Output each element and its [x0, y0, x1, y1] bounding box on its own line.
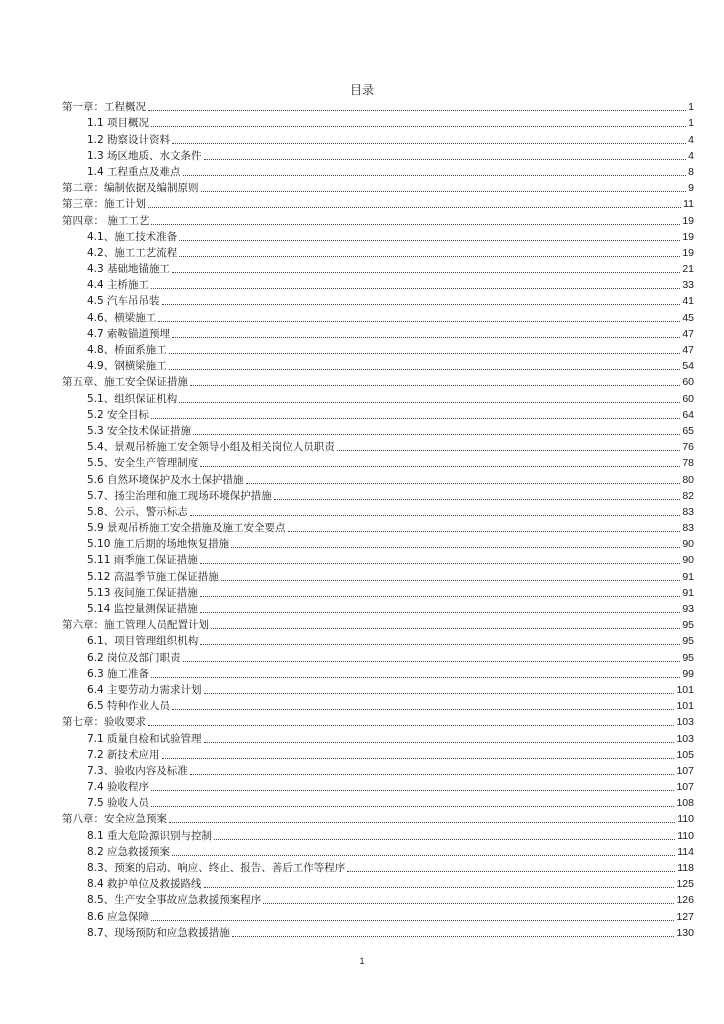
dot-leader — [172, 855, 675, 856]
dot-leader — [172, 337, 680, 338]
toc-section-entry[interactable] — [62, 567, 694, 583]
toc-entry-page: 110 — [677, 829, 694, 842]
toc-entry-page: 127 — [676, 910, 694, 923]
dot-leader — [162, 304, 681, 305]
toc-entry-page: 60 — [682, 376, 694, 389]
table-of-contents — [62, 98, 694, 940]
toc-entry-label: 5.6 自然环境保护及水土保护措施 — [87, 473, 244, 486]
toc-entry-page: 95 — [682, 619, 694, 632]
dot-leader — [347, 871, 675, 872]
toc-entry-label: 4.6、横梁施工 — [87, 311, 157, 324]
dot-leader — [204, 159, 687, 160]
toc-entry-label: 1.2 勘察设计资料 — [87, 133, 171, 146]
toc-section-entry[interactable] — [62, 907, 694, 923]
toc-entry-page: 110 — [677, 813, 694, 826]
dot-leader — [190, 515, 681, 516]
toc-entry-page: 101 — [676, 700, 694, 713]
dot-leader — [151, 806, 674, 807]
dot-leader — [200, 596, 681, 597]
dot-leader — [200, 644, 680, 645]
toc-chapter-entry[interactable] — [62, 810, 694, 826]
dot-leader — [148, 725, 674, 726]
dot-leader — [169, 353, 681, 354]
toc-entry-label: 第一章：工程概况 — [62, 101, 146, 114]
toc-entry-page: 4 — [688, 149, 694, 162]
dot-leader — [337, 450, 681, 451]
dot-leader — [151, 126, 686, 127]
toc-section-entry[interactable] — [62, 114, 694, 130]
toc-entry-page: 101 — [676, 683, 694, 696]
toc-entry-page: 33 — [682, 279, 694, 292]
toc-entry-page: 76 — [682, 441, 694, 454]
dot-leader — [151, 418, 680, 419]
toc-entry-label: 7.5 验收人员 — [87, 797, 150, 810]
dot-leader — [169, 822, 675, 823]
toc-chapter-entry[interactable] — [62, 211, 694, 227]
toc-entry-label: 7.2 新技术应用 — [87, 748, 160, 761]
toc-section-entry[interactable] — [62, 891, 694, 907]
toc-section-entry[interactable] — [62, 729, 694, 745]
toc-entry-page: 60 — [682, 392, 694, 405]
toc-entry-page: 19 — [682, 214, 694, 227]
toc-section-entry[interactable] — [62, 276, 694, 292]
toc-entry-label: 8.1 重大危险源识别与控制 — [87, 829, 213, 842]
toc-entry-label: 4.4 主桥施工 — [87, 279, 150, 292]
toc-section-entry[interactable] — [62, 260, 694, 276]
toc-entry-page: 54 — [682, 360, 694, 373]
toc-entry-label: 5.1、组织保证机构 — [87, 392, 178, 405]
toc-section-entry[interactable] — [62, 406, 694, 422]
toc-entry-page: 9 — [688, 182, 694, 195]
toc-entry-page: 4 — [688, 133, 694, 146]
dot-leader — [151, 920, 674, 921]
dot-leader — [179, 256, 680, 257]
toc-entry-page: 95 — [682, 651, 694, 664]
toc-entry-label: 4.5 汽车吊吊装 — [87, 295, 160, 308]
toc-section-entry[interactable] — [62, 859, 694, 875]
toc-entry-label: 6.3 施工准备 — [87, 667, 150, 680]
dot-leader — [151, 677, 680, 678]
toc-section-entry[interactable] — [62, 308, 694, 324]
toc-section-entry[interactable] — [62, 632, 694, 648]
dot-leader — [214, 839, 675, 840]
toc-entry-label: 8.2 应急救援预案 — [87, 845, 171, 858]
dot-leader — [231, 547, 680, 548]
toc-entry-page: 130 — [676, 926, 694, 939]
dot-leader — [204, 693, 675, 694]
toc-entry-page: 105 — [676, 748, 694, 761]
toc-section-entry[interactable] — [62, 551, 694, 567]
dot-leader — [151, 790, 674, 791]
toc-entry-page: 118 — [677, 862, 694, 874]
dot-leader — [288, 531, 681, 532]
toc-section-entry[interactable] — [62, 341, 694, 357]
toc-entry-label: 第七章：验收要求 — [62, 716, 146, 729]
dot-leader — [274, 499, 681, 500]
dot-leader — [183, 661, 681, 662]
dot-leader — [162, 758, 675, 759]
toc-entry-page: 1 — [688, 101, 694, 114]
dot-leader — [200, 466, 680, 467]
toc-entry-label: 1.4 工程重点及难点 — [87, 165, 181, 178]
toc-entry-page: 125 — [676, 878, 694, 891]
toc-entry-label: 第五章、施工安全保证措施 — [62, 376, 188, 389]
dot-leader — [148, 110, 686, 111]
toc-chapter-entry[interactable] — [62, 373, 694, 389]
dot-leader — [172, 709, 674, 710]
toc-section-entry[interactable] — [62, 875, 694, 891]
toc-entry-label: 7.4 验收程序 — [87, 781, 150, 794]
toc-section-entry[interactable] — [62, 924, 694, 940]
dot-leader — [158, 321, 680, 322]
dot-leader — [221, 580, 681, 581]
dot-leader — [211, 628, 680, 629]
toc-section-entry[interactable] — [62, 600, 694, 616]
toc-entry-page: 47 — [682, 327, 694, 340]
toc-entry-label: 5.2 安全目标 — [87, 408, 150, 421]
toc-entry-label: 4.1、施工技术准备 — [87, 230, 178, 243]
toc-entry-page: 91 — [682, 570, 694, 583]
toc-section-entry[interactable] — [62, 826, 694, 842]
toc-section-entry[interactable] — [62, 584, 694, 600]
toc-entry-page: 19 — [682, 230, 694, 243]
toc-entry-label: 6.4 主要劳动力需求计划 — [87, 683, 202, 696]
dot-leader — [179, 402, 680, 403]
dot-leader — [172, 272, 680, 273]
toc-chapter-entry[interactable] — [62, 179, 694, 195]
toc-entry-page: 83 — [682, 522, 694, 535]
toc-entry-label: 第三章：施工计划 — [62, 198, 146, 211]
toc-section-entry[interactable] — [62, 665, 694, 681]
dot-leader — [151, 288, 680, 289]
toc-entry-label: 第八章：安全应急预案 — [62, 813, 167, 826]
toc-chapter-entry[interactable] — [62, 616, 694, 632]
toc-section-entry[interactable] — [62, 244, 694, 260]
dot-leader — [200, 563, 681, 564]
dot-leader — [193, 434, 680, 435]
dot-leader — [190, 774, 675, 775]
toc-section-entry[interactable] — [62, 292, 694, 308]
toc-entry-page: 1 — [688, 117, 694, 130]
toc-entry-page: 45 — [682, 311, 694, 324]
dot-leader — [232, 936, 675, 937]
toc-section-entry[interactable] — [62, 794, 694, 810]
toc-entry-label: 5.11 雨季施工保证措施 — [87, 554, 198, 567]
toc-section-entry[interactable] — [62, 325, 694, 341]
dot-leader — [172, 143, 686, 144]
toc-entry-page: 99 — [682, 667, 694, 680]
toc-title: 目录 — [349, 83, 374, 97]
toc-section-entry[interactable] — [62, 454, 694, 470]
toc-entry-page: 78 — [682, 457, 694, 470]
toc-entry-label: 5.7、扬尘治理和施工现场环境保护措施 — [87, 489, 272, 502]
toc-section-entry[interactable] — [62, 762, 694, 778]
dot-leader — [148, 207, 681, 208]
toc-entry-page: 107 — [676, 781, 694, 794]
dot-leader — [151, 224, 680, 225]
toc-section-entry[interactable] — [62, 147, 694, 163]
toc-entry-page: 82 — [682, 489, 694, 502]
toc-entry-label: 8.4 救护单位及救援路线 — [87, 878, 202, 891]
toc-entry-label: 4.2、施工工艺流程 — [87, 246, 178, 259]
toc-entry-label: 4.8、桥面系施工 — [87, 344, 167, 356]
toc-entry-page: 90 — [682, 538, 694, 551]
toc-section-entry[interactable] — [62, 746, 694, 762]
toc-entry-page: 103 — [676, 732, 694, 745]
toc-entry-label: 1.1 项目概况 — [87, 117, 150, 130]
toc-section-entry[interactable] — [62, 130, 694, 146]
toc-entry-page: 108 — [676, 797, 694, 810]
toc-section-entry[interactable] — [62, 163, 694, 179]
toc-entry-label: 5.12 高温季节施工保证措施 — [87, 570, 219, 583]
toc-entry-label: 5.9 景观吊桥施工安全措施及施工安全要点 — [87, 522, 286, 535]
toc-entry-page: 11 — [683, 198, 694, 211]
toc-entry-label: 5.8、公示、警示标志 — [87, 505, 188, 518]
toc-section-entry[interactable] — [62, 228, 694, 244]
toc-entry-label: 4.3 基础地锚施工 — [87, 263, 171, 276]
toc-section-entry[interactable] — [62, 519, 694, 535]
toc-section-entry[interactable] — [62, 357, 694, 373]
toc-entry-label: 4.9、钢横梁施工 — [87, 360, 167, 373]
toc-entry-label: 6.5 特种作业人员 — [87, 700, 171, 713]
toc-section-entry[interactable] — [62, 503, 694, 519]
toc-entry-label: 8.7、现场预防和应急救援措施 — [87, 926, 230, 939]
toc-section-entry[interactable] — [62, 422, 694, 438]
toc-entry-label: 6.1、项目管理组织机构 — [87, 635, 199, 648]
toc-section-entry[interactable] — [62, 470, 694, 486]
toc-entry-label: 8.5、生产安全事故应急救援预案程序 — [87, 894, 262, 907]
toc-entry-label: 5.14 监控量测保证措施 — [87, 603, 198, 615]
toc-entry-page: 80 — [682, 473, 694, 486]
toc-entry-label: 5.3 安全技术保证措施 — [87, 424, 192, 437]
dot-leader — [190, 385, 680, 386]
dot-leader — [246, 483, 681, 484]
dot-leader — [263, 903, 674, 904]
toc-entry-label: 7.3、验收内容及标准 — [87, 764, 188, 777]
toc-entry-page: 65 — [682, 424, 694, 437]
toc-entry-label: 1.3 场区地质、水文条件 — [87, 149, 202, 162]
toc-entry-page: 83 — [682, 505, 694, 518]
toc-section-entry[interactable] — [62, 438, 694, 454]
toc-entry-label: 第四章： 施工工艺 — [62, 214, 150, 227]
toc-entry-label: 8.6 应急保障 — [87, 910, 150, 923]
toc-entry-label: 5.4、景观吊桥施工安全领导小组及相关岗位人员职责 — [87, 441, 335, 454]
toc-entry-label: 6.2 岗位及部门职责 — [87, 651, 181, 664]
toc-entry-page: 90 — [682, 554, 694, 567]
toc-section-entry[interactable] — [62, 389, 694, 405]
dot-leader — [204, 887, 675, 888]
toc-entry-page: 91 — [682, 586, 694, 599]
dot-leader — [183, 175, 687, 176]
toc-entry-label: 7.1 质量自检和试验管理 — [87, 732, 202, 745]
toc-entry-page: 126 — [676, 894, 694, 907]
page-number: 1 — [359, 956, 365, 966]
toc-entry-page: 41 — [682, 295, 694, 308]
dot-leader — [169, 369, 681, 370]
toc-section-entry[interactable] — [62, 487, 694, 503]
toc-chapter-entry[interactable] — [62, 195, 694, 211]
dot-leader — [179, 240, 680, 241]
toc-entry-page: 21 — [682, 263, 694, 276]
toc-entry-label: 8.3、预案的启动、响应、终止、报告、善后工作等程序 — [87, 862, 346, 874]
toc-entry-page: 47 — [682, 344, 694, 356]
toc-section-entry[interactable] — [62, 535, 694, 551]
toc-section-entry[interactable] — [62, 843, 694, 859]
toc-entry-page: 93 — [682, 603, 694, 615]
toc-entry-label: 第六章：施工管理人员配置计划 — [62, 619, 209, 632]
dot-leader — [204, 742, 675, 743]
dot-leader — [201, 191, 687, 192]
toc-chapter-entry[interactable] — [62, 713, 694, 729]
toc-section-entry[interactable] — [62, 648, 694, 664]
dot-leader — [200, 612, 681, 613]
toc-section-entry[interactable] — [62, 697, 694, 713]
toc-entry-label: 4.7 索鞍锚道预埋 — [87, 327, 171, 340]
toc-entry-label: 第二章：编制依据及编制原则 — [62, 182, 199, 195]
toc-chapter-entry[interactable] — [62, 98, 694, 114]
toc-entry-page: 107 — [676, 764, 694, 777]
toc-entry-label: 5.13 夜间施工保证措施 — [87, 586, 198, 599]
toc-entry-page: 114 — [677, 845, 694, 858]
toc-entry-page: 8 — [688, 165, 694, 178]
toc-entry-label: 5.10 施工后期的场地恢复措施 — [87, 538, 230, 551]
toc-section-entry[interactable] — [62, 681, 694, 697]
toc-entry-page: 95 — [682, 635, 694, 648]
toc-entry-label: 5.5、安全生产管理制度 — [87, 457, 199, 470]
toc-section-entry[interactable] — [62, 778, 694, 794]
toc-entry-page: 64 — [682, 408, 694, 421]
toc-entry-page: 19 — [682, 246, 694, 259]
toc-entry-page: 103 — [676, 716, 694, 729]
